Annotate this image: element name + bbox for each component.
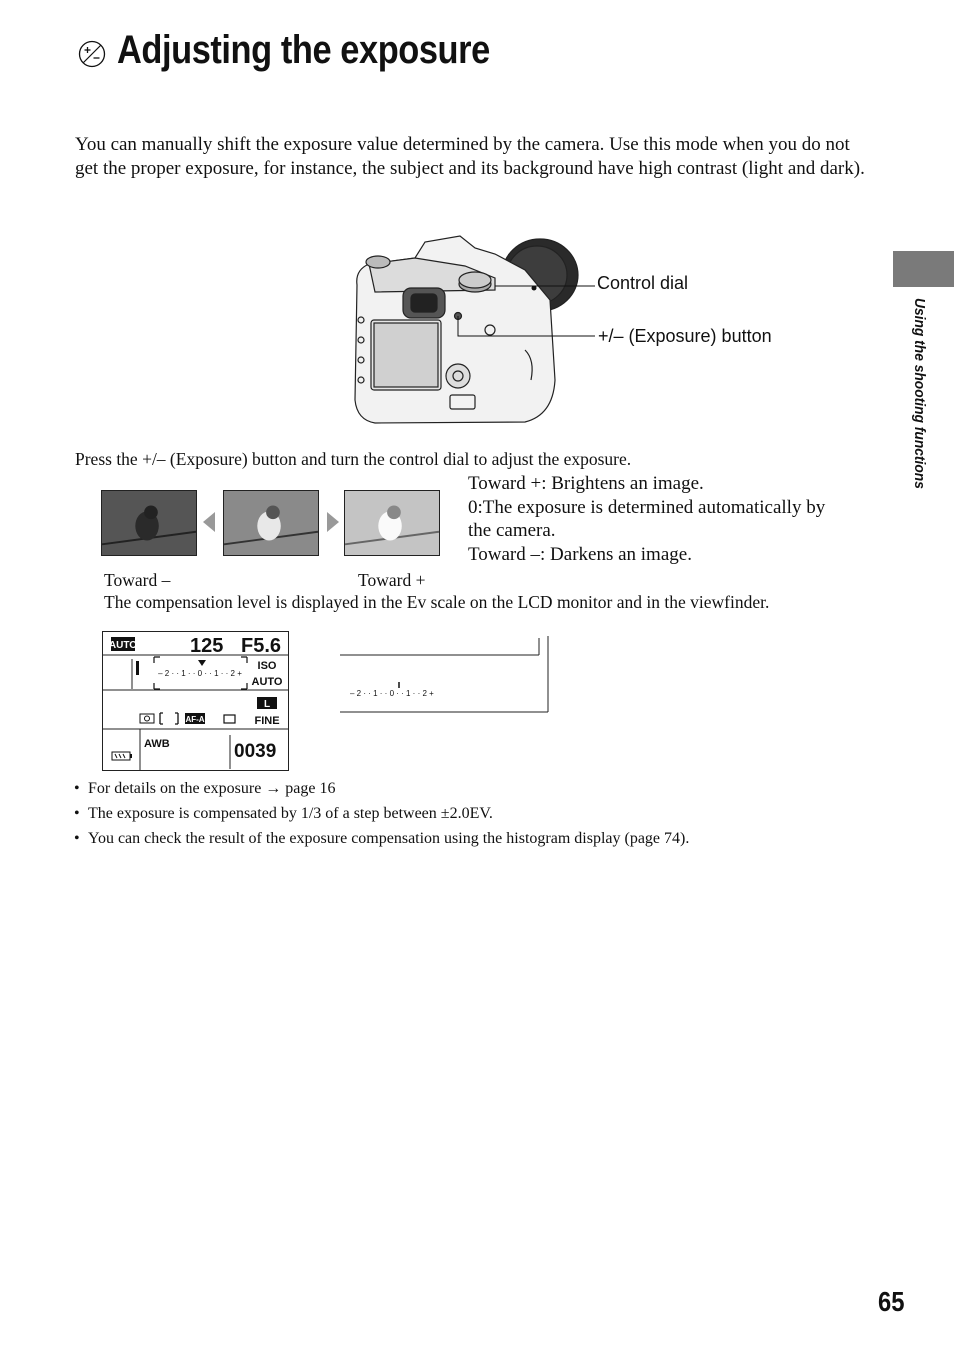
bird-photo-dark — [101, 490, 197, 556]
toward-plus-label: Toward + — [358, 570, 426, 590]
section-tab-marker — [893, 251, 954, 287]
exposure-compensation-icon — [78, 40, 106, 68]
page-title: Adjusting the exposure — [117, 28, 490, 72]
arrow-left-icon — [203, 512, 215, 532]
viewfinder-display — [338, 636, 550, 714]
ev-scale-description: The compensation level is displayed in the Ev scale on the LCD monitor and in the viewfinder. — [104, 592, 770, 612]
zero-description-line2: the camera. — [468, 520, 556, 541]
zero-description-line1: 0:The exposure is determined automatically by — [468, 496, 826, 518]
lcd-focus-mode: AF-A — [185, 715, 205, 724]
toward-minus-description: Toward –: Darkens an image. — [468, 543, 692, 565]
lcd-mode: AUTO — [108, 640, 138, 651]
control-dial-label: Control dial — [597, 273, 689, 293]
instruction-text: Press the +/– (Exposure) button and turn the control dial to adjust the exposure. — [75, 449, 632, 469]
intro-paragraph: You can manually shift the exposure value determined by the camera. Use this mode when you do not get the proper exposure, for instance, the subject and its background have high contrast (light and dark). — [75, 134, 865, 179]
notes-list — [74, 778, 874, 853]
lcd-iso-value: AUTO — [251, 676, 283, 688]
page-number: 65 — [878, 1286, 905, 1317]
note-item: • For details on the exposure → page 16 — [74, 778, 874, 803]
exposure-direction-description — [468, 472, 868, 566]
section-side-label: Using the shooting functions — [911, 298, 928, 489]
viewfinder-ev-scale: – 2 · · 1 · · 0 · · 1 · · 2 + — [350, 689, 434, 698]
lcd-iso-label: ISO — [257, 660, 277, 672]
toward-plus-description: Toward +: Brightens an image. — [468, 473, 704, 494]
lcd-image-size: L — [263, 699, 271, 710]
lcd-monitor-display — [102, 631, 289, 771]
note-item: • The exposure is compensated by 1/3 of a step between ±2.0EV. — [74, 803, 874, 828]
lcd-shutter-speed: 125 — [190, 635, 224, 657]
toward-minus-label: Toward – — [104, 570, 171, 590]
lcd-aperture: F5.6 — [241, 635, 282, 657]
arrow-right-icon — [327, 512, 339, 532]
note-item: • You can check the result of the exposure compensation using the histogram display (page 74). — [74, 828, 874, 853]
lcd-white-balance: AWB — [144, 738, 170, 750]
lcd-image-quality: FINE — [254, 715, 280, 727]
bird-photo-bright — [344, 490, 440, 556]
exposure-button-label: +/– (Exposure) button — [598, 326, 772, 346]
lcd-ev-scale: – 2 · · 1 · · 0 · · 1 · · 2 + — [158, 669, 242, 678]
lcd-shot-count: 0039 — [234, 741, 277, 762]
bird-photo-normal — [223, 490, 319, 556]
